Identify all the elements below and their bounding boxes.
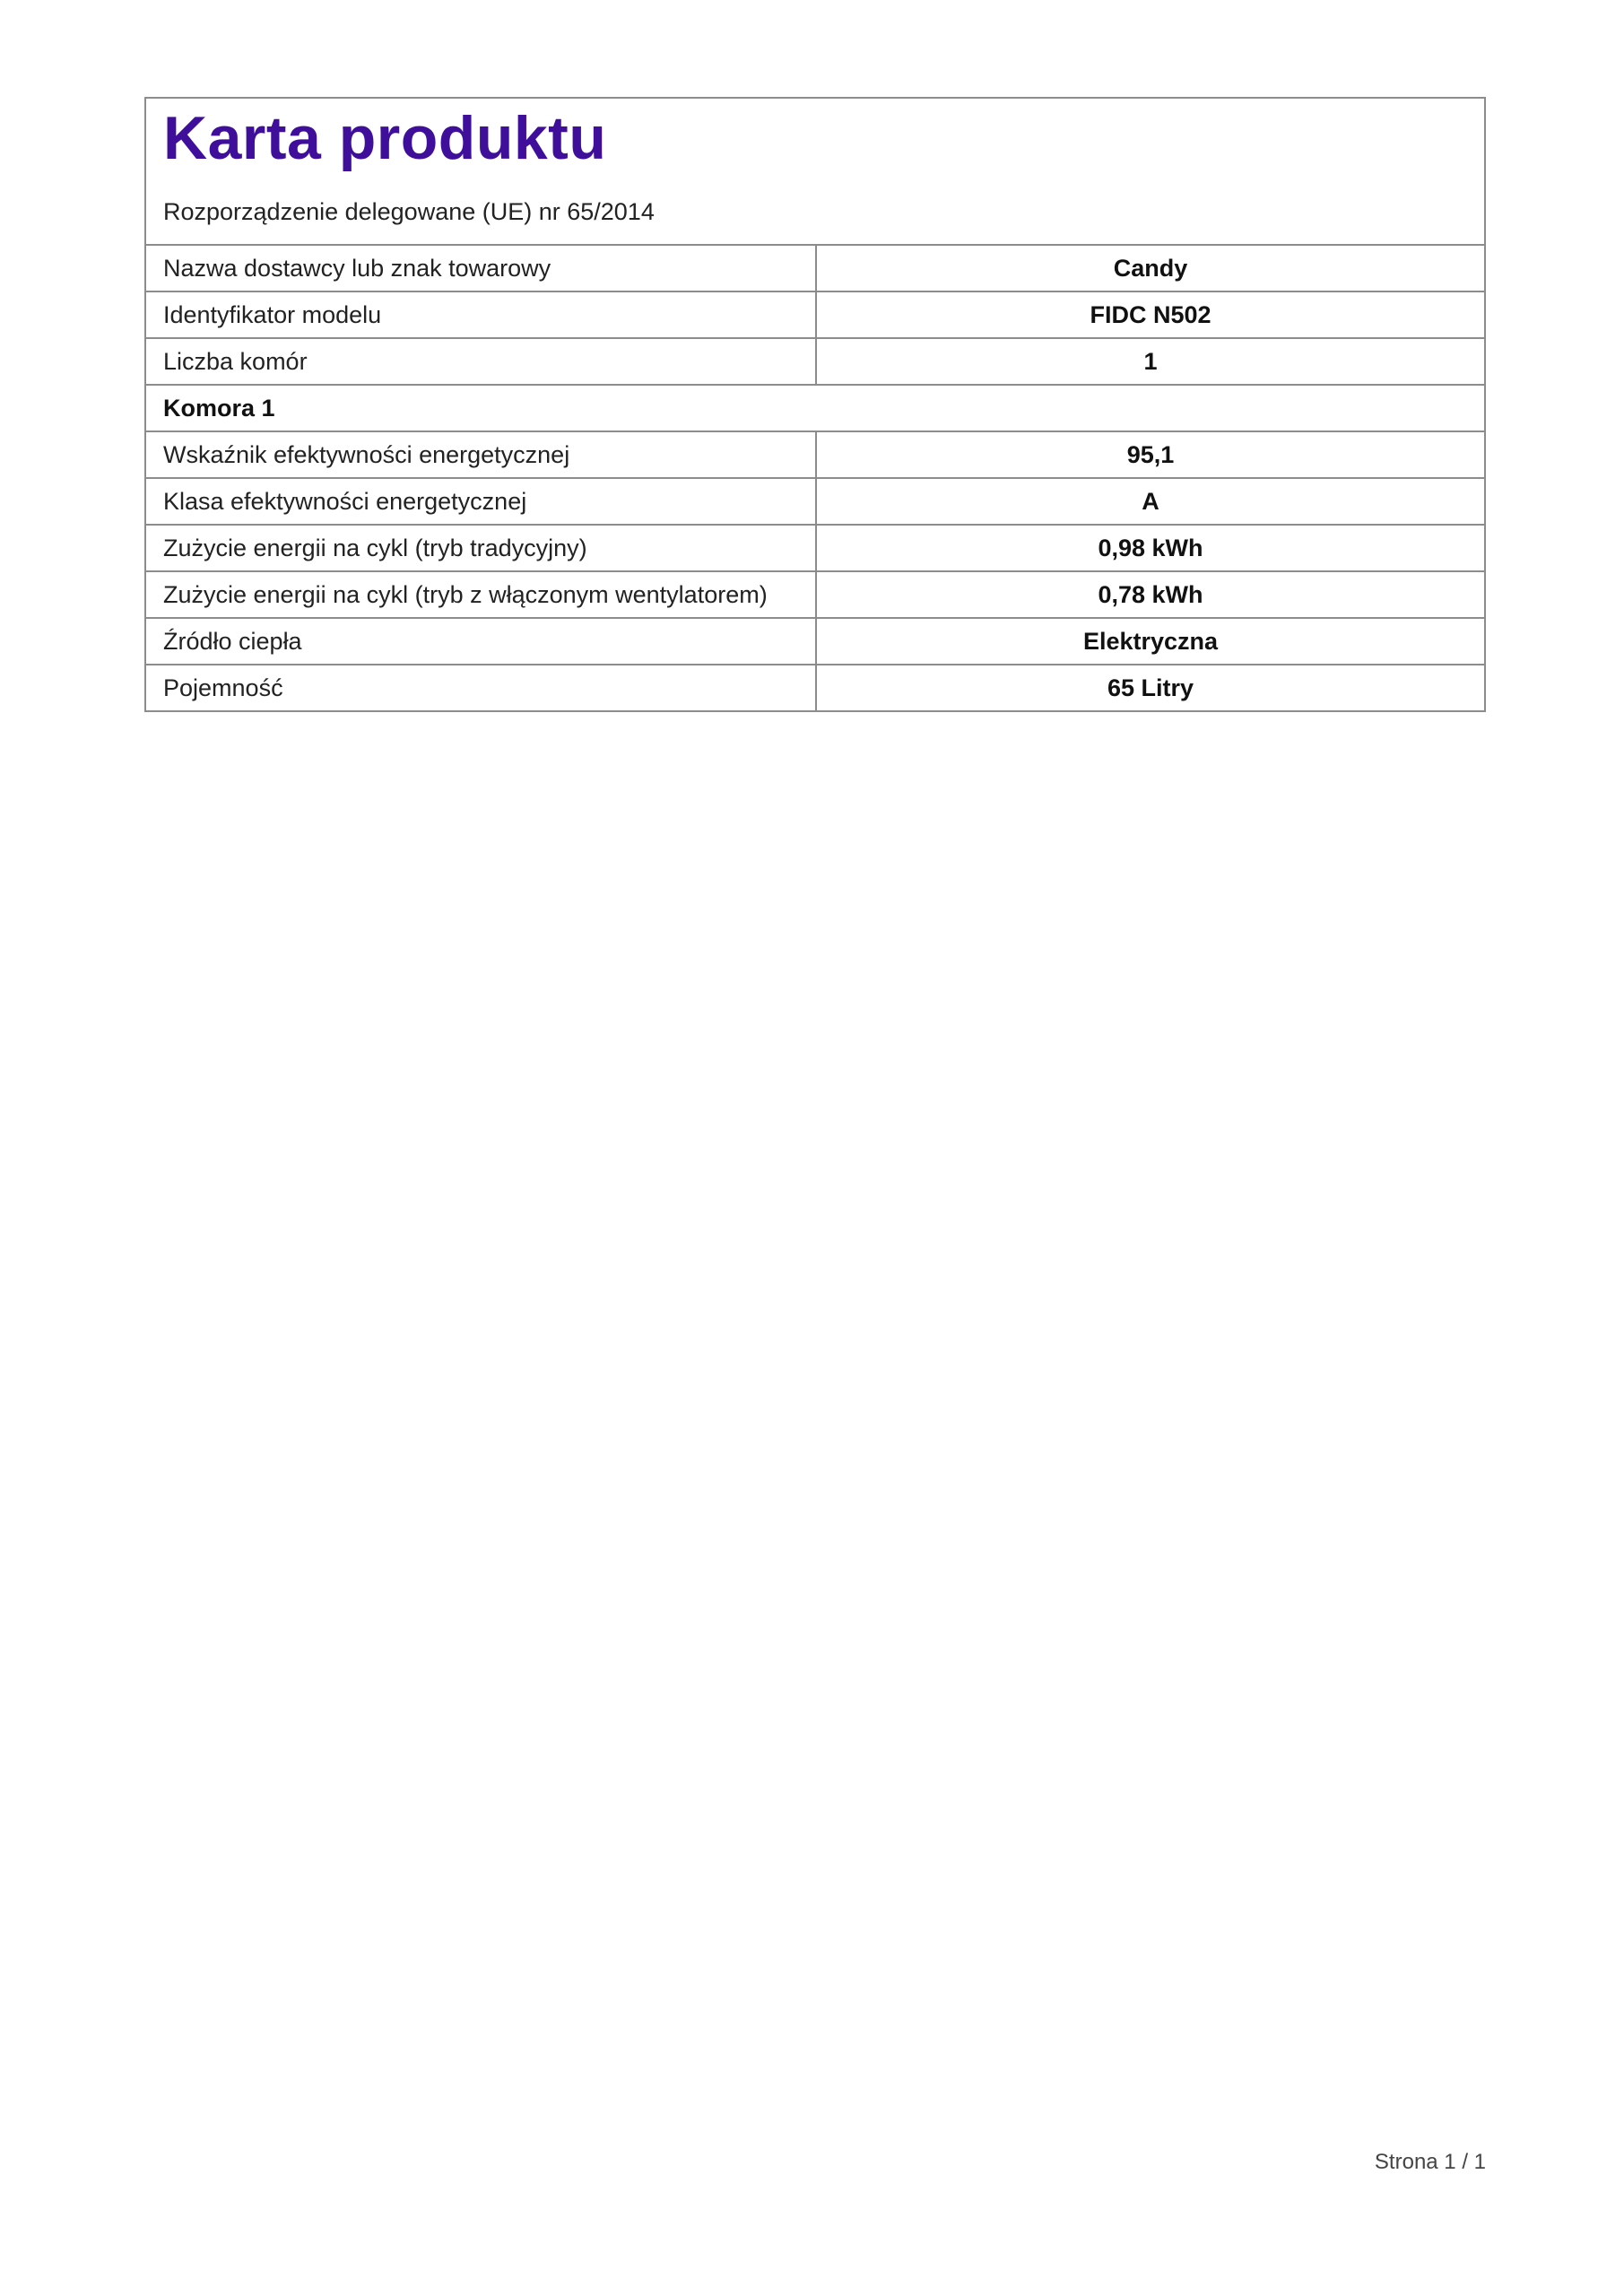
table-row — [146, 618, 1484, 665]
product-sheet — [144, 97, 1486, 712]
row-label: Identyfikator modelu — [146, 291, 816, 338]
table-row — [146, 665, 1484, 710]
row-label: Nazwa dostawcy lub znak towarowy — [146, 246, 816, 291]
row-value: 95,1 — [816, 431, 1484, 478]
row-value: 1 — [816, 338, 1484, 385]
row-label: Źródło ciepła — [146, 618, 816, 665]
table-row — [146, 338, 1484, 385]
table-row — [146, 291, 1484, 338]
row-label: Liczba komór — [146, 338, 816, 385]
table-row — [146, 246, 1484, 291]
page-title: Karta produktu — [163, 104, 607, 172]
product-table — [146, 246, 1484, 710]
table-row — [146, 431, 1484, 478]
page-number: Strona 1 / 1 — [1374, 2150, 1486, 2174]
regulation-subtitle: Rozporządzenie delegowane (UE) nr 65/2014 — [163, 198, 655, 225]
row-label: Klasa efektywności energetycznej — [146, 478, 816, 525]
row-value: 0,78 kWh — [816, 571, 1484, 618]
table-row — [146, 478, 1484, 525]
row-value: Candy — [1113, 254, 1188, 282]
table-row — [146, 571, 1484, 618]
row-value: Elektryczna — [816, 618, 1484, 665]
row-value: FIDC N502 — [816, 291, 1484, 338]
row-label: Zużycie energii na cykl (tryb tradycyjny) — [146, 525, 816, 571]
section-header-row — [146, 385, 1484, 431]
row-value: A — [816, 478, 1484, 525]
table-row — [146, 525, 1484, 571]
row-label: Pojemność — [146, 665, 816, 710]
row-value: 0,98 kWh — [816, 525, 1484, 571]
row-value: 65 Litry — [816, 665, 1484, 710]
section-label: Komora 1 — [146, 385, 1484, 431]
sheet-header — [146, 99, 1484, 246]
row-label: Wskaźnik efektywności energetycznej — [146, 431, 816, 478]
row-label: Zużycie energii na cykl (tryb z włączonym wentylatorem) — [146, 571, 816, 618]
